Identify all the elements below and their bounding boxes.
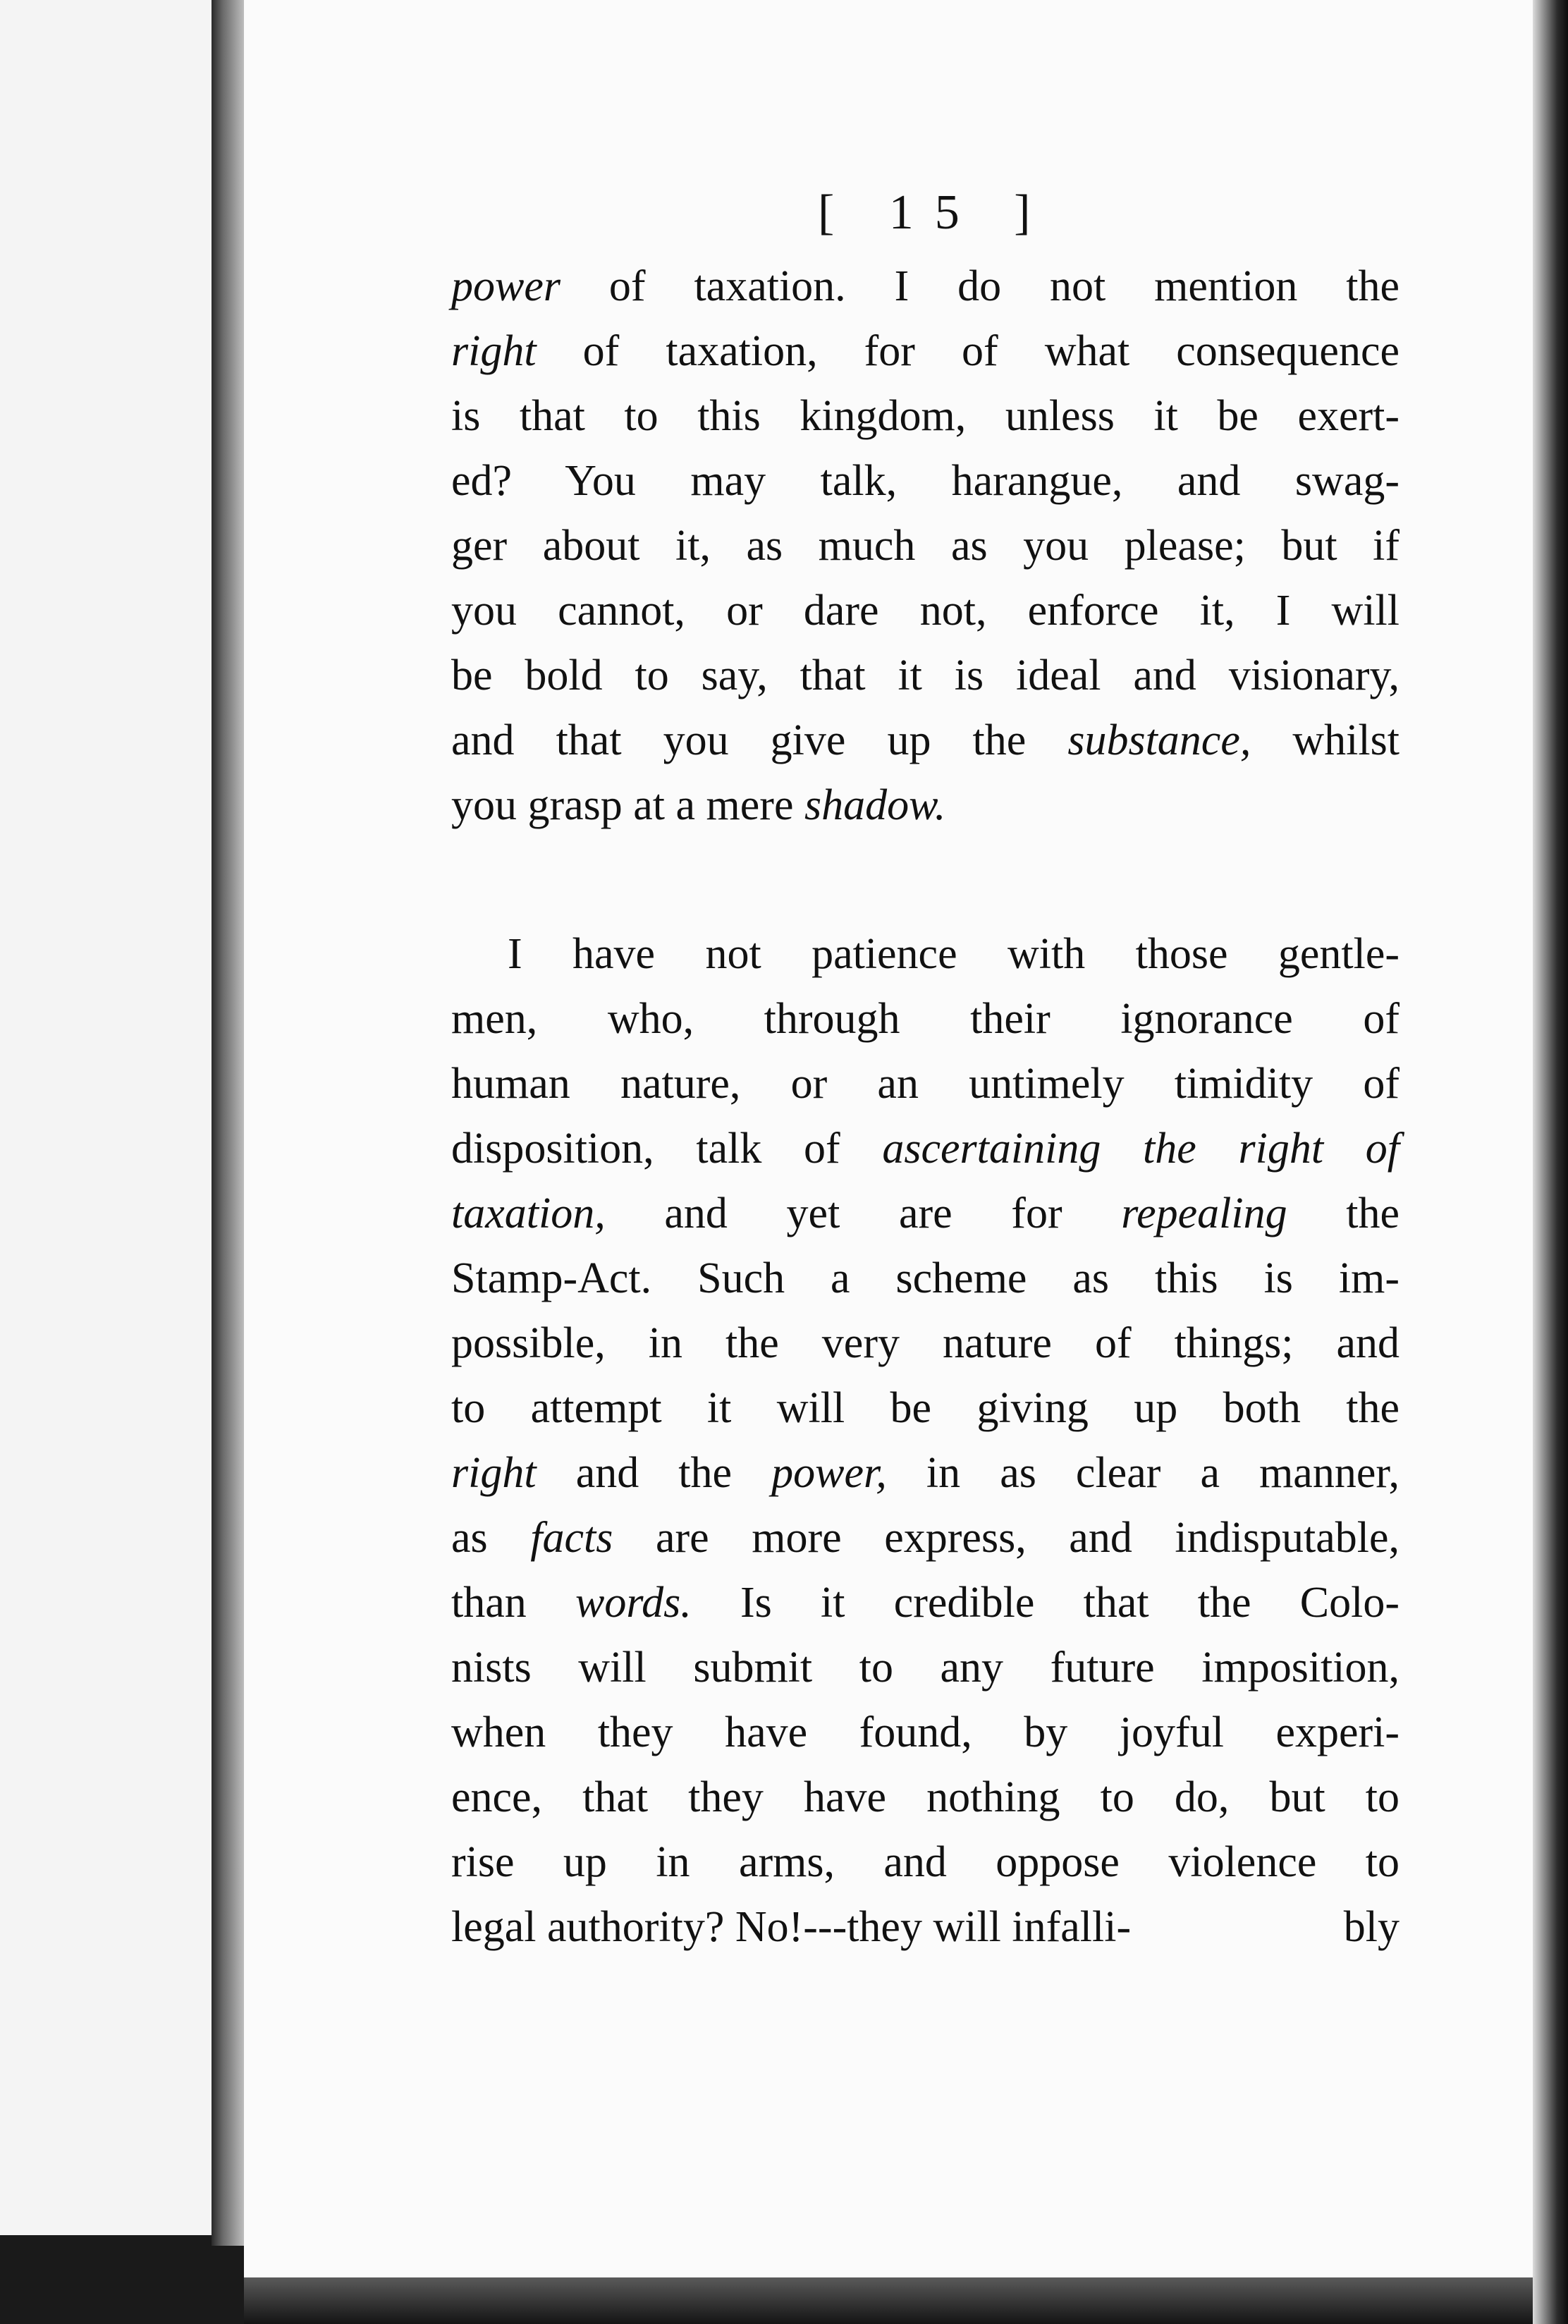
text-line [451,389,1399,443]
text-segment: legal authority? No!---they will infalli- [451,1903,1132,1951]
italic-text: right [451,1449,537,1497]
text-line [451,927,1399,981]
text-line [451,1446,1399,1500]
text-line [451,1835,1399,1889]
text-line [451,1316,1399,1370]
text-segment: human nature, or an untimely timidity of [451,1060,1399,1108]
text-segment: Stamp-Act. Such a scheme as this is im- [451,1254,1399,1302]
italic-text: words. [575,1579,692,1627]
text-segment: of taxation. I do not mention the [561,262,1399,310]
text-line [451,992,1399,1046]
text-segment: and the [536,1449,772,1497]
text-line [451,1381,1399,1435]
text-segment: you grasp at a mere [451,781,804,829]
page-bottom-shadow [244,2277,1533,2324]
italic-text: facts [530,1514,613,1562]
italic-text: right [451,327,537,375]
text-line [451,1252,1399,1305]
left-facing-page [0,0,212,2235]
text-line [451,324,1399,378]
page-edge-shadow [1533,0,1568,2324]
text-segment: ence, that they have nothing to do, but to [451,1773,1399,1821]
text-line [451,778,1399,832]
italic-text: shadow. [804,781,946,829]
text-segment: nists will submit to any future imposition, [451,1644,1399,1692]
text-segment: men, who, through their ignorance of [451,995,1399,1043]
text-line [451,454,1399,508]
italic-text: taxation, [451,1189,606,1237]
text-segment: disposition, talk of [451,1125,883,1173]
text-segment: is that to this kingdom, unless it be exert- [451,392,1399,440]
text-segment: ger about it, as much as you please; but if [451,522,1399,570]
text-segment: the [1287,1189,1399,1237]
text-line [451,1187,1399,1240]
text-line [451,1641,1399,1694]
text-line [451,1770,1399,1824]
text-line [451,1122,1399,1175]
text-line [451,1511,1399,1565]
text-segment: ed? You may talk, harangue, and swag- [451,457,1399,505]
text-line [451,1706,1399,1759]
text-segment: you cannot, or dare not, enforce it, I will [451,587,1399,635]
italic-text: power, [771,1449,887,1497]
book-gutter [212,0,244,2246]
text-segment: than [451,1579,575,1627]
page-number: [ 15 ] [818,185,1052,240]
italic-text: power [451,262,561,310]
text-segment: possible, in the very nature of things; and [451,1319,1399,1367]
text-segment: as [451,1514,531,1562]
italic-text: repealing [1121,1189,1287,1237]
text-segment: are more express, and indisputable, [613,1514,1399,1562]
text-segment: to attempt it will be giving up both the [451,1384,1399,1432]
text-segment: and that you give up the [451,716,1068,764]
italic-text: substance, [1067,716,1251,764]
catchword: bly [1343,1903,1399,1951]
text-segment: be bold to say, that it is ideal and visionary, [451,652,1399,699]
text-line [451,1576,1399,1629]
text-segment: rise up in arms, and oppose violence to [451,1838,1399,1886]
text-segment: in as clear a manner, [886,1449,1399,1497]
text-segment: whilst [1251,716,1399,764]
text-line [451,584,1399,637]
text-segment: and yet are for [605,1189,1122,1237]
text-segment: Is it credible that the Colo- [691,1579,1399,1627]
text-line [451,1057,1399,1111]
text-segment: I have not patience with those gentle- [508,930,1399,978]
text-line [451,519,1399,573]
text-line [451,259,1399,313]
text-segment: when they have found, by joyful experi- [451,1708,1399,1756]
text-line [451,714,1399,767]
italic-text: ascertaining the right of [882,1125,1399,1173]
text-line [451,649,1399,702]
text-segment: of taxation, for of what consequence [536,327,1399,375]
